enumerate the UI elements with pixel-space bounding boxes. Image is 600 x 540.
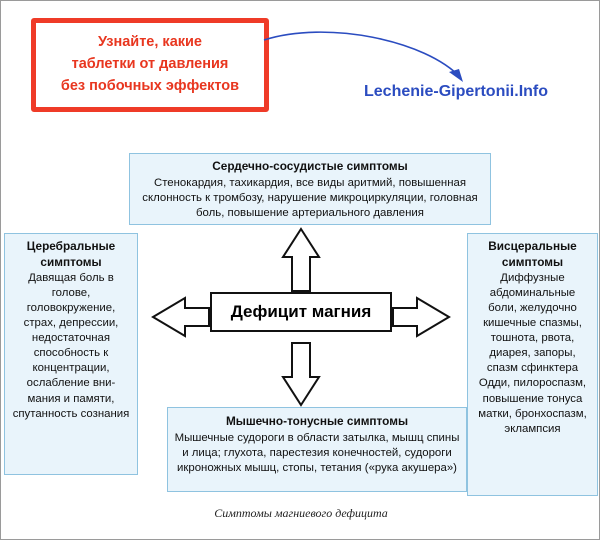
node-cardio <box>129 153 491 225</box>
node-cardio-body: Стенокардия, тахикардия, все виды аритмий, повышенная склонность к тромбозу, нарушение микроциркуляции, головная боль, повышение артериального давления <box>142 176 478 219</box>
node-cardio-title: Сердечно-сосудистые симптомы <box>212 159 408 173</box>
node-muscular-body: Мышечные судороги в области затылка, мышц спины и лица; глухота, парестезия конечностей, судороги икроножных мышц, стопы, тетания («рука акушера») <box>174 431 460 474</box>
node-visceral-body: Диффузные абдоминальные боли, желудочно кишечные спазмы, тошнота, рвота, диарея, запоры, спазм сфинктера Одди, пилороспазм, повышение тонуса матки, бронхоспазм, эклампсия <box>478 272 587 435</box>
node-visceral-title: Висцеральные симптомы <box>488 239 577 269</box>
node-muscular <box>167 407 467 492</box>
promo-line-3: без побочных эффектов <box>60 77 240 94</box>
center-node-label: Дефицит магния <box>230 302 372 321</box>
node-cerebral <box>4 233 138 475</box>
node-cerebral-title: Церебральные симптомы <box>26 239 116 269</box>
promo-line-2: таблетки от давления <box>71 56 229 73</box>
site-link[interactable]: Lechenie-Gipertonii.Info <box>364 83 549 100</box>
promo-line-1: Узнайте, какие <box>97 34 202 51</box>
promo-banner-text <box>53 32 247 97</box>
node-visceral <box>467 233 598 496</box>
node-cerebral-body: Давящая боль в голове, головокружение, страх, депрессии, недостаточная способность к концентрации, ослабление вни-мания и памяти, спутанность сознания <box>12 272 130 420</box>
promo-banner[interactable] <box>31 18 269 112</box>
node-muscular-title: Мышечно-тонусные симптомы <box>225 414 409 428</box>
center-node <box>210 292 392 332</box>
figure-caption: Симптомы магниевого дефицита <box>214 506 388 520</box>
